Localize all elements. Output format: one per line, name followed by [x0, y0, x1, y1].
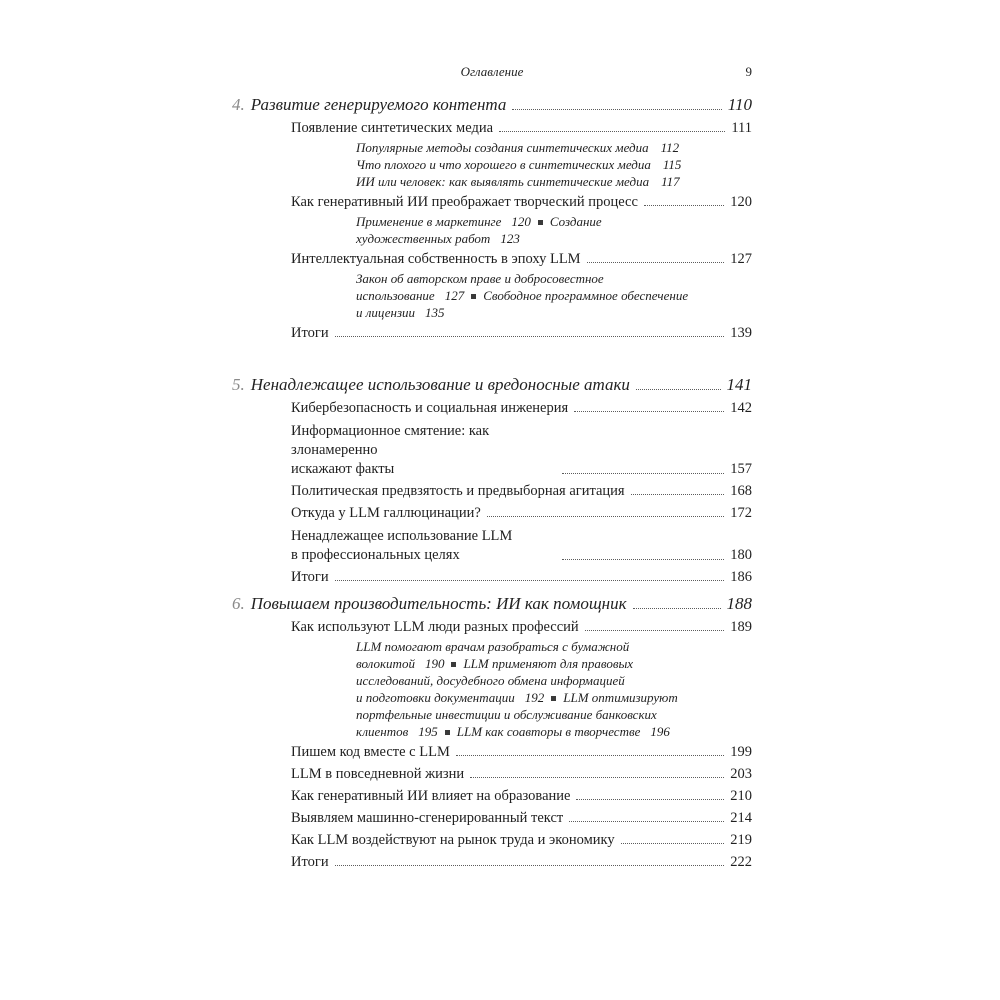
chapter-page: 188	[726, 594, 752, 613]
entry-page: 203	[730, 766, 752, 782]
entry-title: Итоги	[291, 569, 329, 585]
bullet-separator	[471, 294, 476, 299]
dot-leader	[587, 262, 725, 263]
subsection-title: клиентов	[356, 724, 409, 739]
dot-leader	[621, 843, 725, 844]
bullet-separator	[551, 696, 556, 701]
dot-leader	[335, 336, 725, 337]
chapter-sections	[232, 119, 752, 343]
entry-title-line: Ненадлежащее использование LLM	[291, 528, 513, 544]
entry-title: Появление синтетических медиа	[291, 120, 494, 136]
subsection-title: Что плохого и что хорошего в синтетических медиа	[356, 157, 651, 172]
subsection-title: и подготовки документации	[356, 690, 515, 705]
chapter-heading[interactable]	[232, 593, 752, 615]
toc-entry[interactable]	[291, 399, 752, 418]
subsection-title[interactable]: Свободное программное обеспечение	[483, 288, 689, 303]
toc-chapter-5	[232, 374, 752, 587]
dot-leader	[562, 559, 724, 560]
subsection-page: 190	[424, 656, 445, 671]
entry-title: Откуда у LLM галлюцинации?	[291, 505, 481, 521]
chapter-number: 5.	[232, 375, 245, 394]
subsection-page: 117	[661, 174, 680, 189]
subsection-link[interactable]	[457, 724, 670, 739]
entry-title: Кибербезопасность и социальная инженерия	[291, 400, 569, 416]
subsection-link[interactable]	[356, 656, 444, 671]
entry-page: 180	[730, 547, 752, 563]
chapter-heading[interactable]	[232, 94, 752, 116]
entry-page: 189	[730, 619, 752, 635]
subsection-title: использование	[356, 288, 435, 303]
chapter-page: 141	[726, 375, 752, 394]
page-number: 9	[745, 64, 752, 79]
toc-entry[interactable]	[291, 787, 752, 806]
dot-leader	[585, 630, 725, 631]
subsection-title: волокитой	[356, 656, 415, 671]
dot-leader	[487, 516, 724, 517]
subsection-entry[interactable]	[356, 156, 752, 173]
subsection-page: 112	[660, 140, 680, 155]
toc-entry[interactable]	[291, 809, 752, 828]
entry-title	[291, 422, 556, 479]
subsection-title[interactable]: исследований, досудебного обмена информацией	[356, 673, 625, 688]
toc-entry[interactable]	[291, 504, 752, 523]
chapter-title: Повышаем производительность: ИИ как помощник	[250, 594, 627, 613]
subsection-paragraph	[356, 638, 752, 740]
entry-title: Как генеративный ИИ преображает творческий процесс	[291, 194, 638, 210]
entry-title: Выявляем машинно-сгенерированный текст	[291, 810, 564, 826]
subsection-title: ИИ или человек: как выявлять синтетические медиа	[356, 174, 650, 189]
dot-leader	[574, 411, 724, 412]
subsection-paragraph	[356, 213, 752, 247]
entry-title: Пишем код вместе с LLM	[291, 744, 450, 760]
subsection-page: 120	[511, 214, 531, 229]
entry-title-line: Информационное смятение: как злонамеренно	[291, 423, 490, 458]
entry-title	[291, 527, 556, 565]
subsection-title: Применение в маркетинге	[356, 214, 502, 229]
entry-page: 111	[731, 120, 752, 136]
subsection-page: 192	[524, 690, 545, 705]
dot-leader	[335, 865, 725, 866]
entry-page: 214	[730, 810, 752, 826]
toc-entry[interactable]	[291, 568, 752, 587]
subsection-entry[interactable]	[356, 139, 752, 156]
chapter-page: 110	[727, 95, 752, 114]
entry-title: LLM в повседневной жизни	[291, 766, 465, 782]
toc-chapter-6	[232, 593, 752, 872]
entry-page: 222	[730, 854, 752, 870]
subsection-page: 127	[444, 288, 465, 303]
entry-page: 199	[730, 744, 752, 760]
entry-title: Как LLM воздействуют на рынок труда и экономику	[291, 832, 615, 848]
subsection-link[interactable]	[356, 305, 445, 320]
toc-entry[interactable]	[291, 193, 752, 212]
entry-title-line: в профессиональных целях	[291, 547, 460, 563]
subsection-page: 123	[500, 231, 520, 246]
subsection-link[interactable]	[356, 231, 520, 246]
subsection-page: 195	[418, 724, 438, 739]
toc-entry[interactable]	[291, 831, 752, 850]
subsection-title[interactable]: LLM помогают врачам разобраться с бумажной	[356, 639, 630, 654]
toc-entry[interactable]	[291, 250, 752, 269]
chapter-heading[interactable]	[232, 374, 752, 396]
chapter-title: Развитие генерируемого контента	[250, 95, 507, 114]
dot-leader	[633, 608, 721, 609]
subsection-link[interactable]	[356, 724, 438, 739]
chapter-sections	[232, 399, 752, 587]
running-head-title: Оглавление	[460, 64, 524, 79]
dot-leader	[499, 131, 725, 132]
toc-entry[interactable]	[291, 743, 752, 762]
dot-leader	[569, 821, 724, 822]
dot-leader	[562, 473, 724, 474]
dot-leader	[636, 389, 721, 390]
subsection-title[interactable]: LLM применяют для правовых	[463, 656, 634, 671]
dot-leader	[512, 109, 721, 110]
subsection-link[interactable]	[356, 214, 531, 229]
entry-title-line: искажают факты	[291, 461, 395, 477]
chapter-sections	[232, 618, 752, 872]
toc-entry[interactable]	[291, 422, 752, 479]
toc-entry[interactable]	[291, 527, 752, 565]
entry-page: 142	[730, 400, 752, 416]
bullet-separator	[445, 730, 450, 735]
entry-title: Итоги	[291, 854, 329, 870]
bullet-separator	[538, 220, 543, 225]
dot-leader	[576, 799, 724, 800]
dot-leader	[456, 755, 724, 756]
bullet-separator	[451, 662, 456, 667]
entry-page: 219	[730, 832, 752, 848]
subsection-title[interactable]: Закон об авторском праве и добросовестное	[356, 271, 604, 286]
subsection-link[interactable]	[356, 288, 464, 303]
subsection-link[interactable]	[356, 690, 544, 705]
entry-title: Как генеративный ИИ влияет на образование	[291, 788, 571, 804]
entry-title: Интеллектуальная собственность в эпоху LLM	[291, 251, 581, 267]
toc-entry[interactable]	[291, 765, 752, 784]
subsection-title[interactable]: LLM оптимизируют	[563, 690, 678, 705]
entry-title: Как используют LLM люди разных профессий	[291, 619, 579, 635]
entry-title: Политическая предвзятость и предвыборная агитация	[291, 483, 625, 499]
toc-chapter-4	[232, 94, 752, 343]
subsection-page: 135	[425, 305, 445, 320]
subsection-title[interactable]: Создание	[549, 214, 602, 229]
dot-leader	[335, 580, 725, 581]
toc-entry[interactable]	[291, 618, 752, 637]
entry-page: 210	[730, 788, 752, 804]
toc-entry[interactable]	[291, 324, 752, 343]
subsection-title: и лицензии	[356, 305, 416, 320]
entry-page: 120	[730, 194, 752, 210]
entry-page: 139	[730, 325, 752, 341]
toc-entry[interactable]	[291, 853, 752, 872]
toc-entry[interactable]	[291, 119, 752, 138]
subsection-paragraph	[356, 270, 752, 321]
chapter-title: Ненадлежащее использование и вредоносные атаки	[250, 375, 630, 394]
subsection-title: художественных работ	[356, 231, 491, 246]
dot-leader	[470, 777, 724, 778]
subsection-title: Популярные методы создания синтетических медиа	[356, 140, 649, 155]
subsection-page: 115	[662, 157, 682, 172]
subsection-title[interactable]: портфельные инвестиции и обслуживание банковских	[356, 707, 657, 722]
chapter-number: 6.	[232, 594, 245, 613]
entry-page: 186	[730, 569, 752, 585]
chapter-number: 4.	[232, 95, 245, 114]
subsection-list	[356, 139, 752, 190]
entry-page: 168	[730, 483, 752, 499]
entry-page: 157	[730, 461, 752, 477]
entry-title: Итоги	[291, 325, 329, 341]
entry-page: 172	[730, 505, 752, 521]
subsection-page: 196	[650, 724, 670, 739]
dot-leader	[631, 494, 725, 495]
subsection-title: LLM как соавторы в творчестве	[456, 724, 641, 739]
toc-entry[interactable]	[291, 482, 752, 501]
entry-page: 127	[730, 251, 752, 267]
dot-leader	[644, 205, 724, 206]
running-head	[232, 62, 752, 82]
subsection-entry[interactable]	[356, 173, 752, 190]
